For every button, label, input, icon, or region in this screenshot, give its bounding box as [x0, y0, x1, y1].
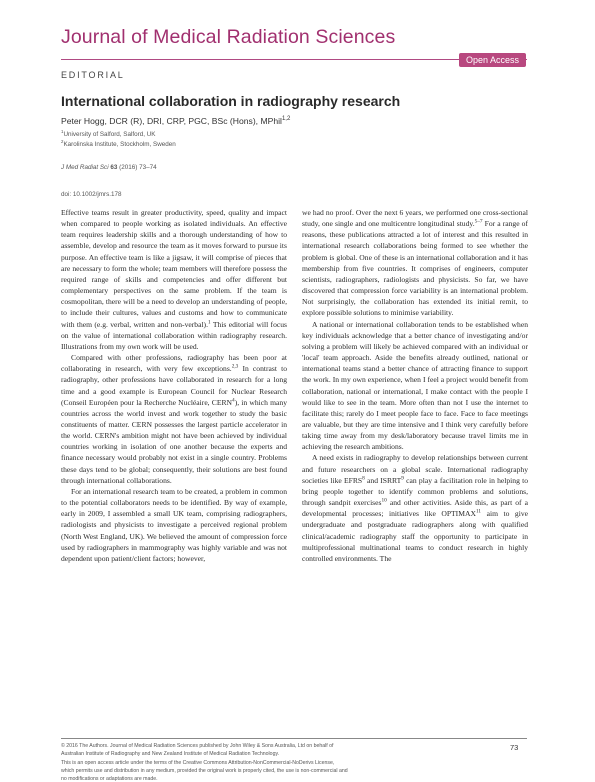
reference-mark[interactable]: 8 [362, 475, 365, 482]
body-column-left [61, 207, 287, 762]
article-title: International collaboration in radiography research [61, 93, 401, 109]
license-line: which permits use and distribution in any medium, provided the original work is properly cited, the use is non-commercial and [61, 767, 348, 774]
paragraph-text: can play a facilitation role in helping to bring people together to identify common problems and solutions, through sandpit exercises [302, 475, 528, 508]
body-paragraph [61, 486, 287, 564]
citation-year-pages: (2016) 73–74 [119, 164, 157, 171]
paragraph-text: A need exists in radiography to develop relationships between current and future researchers on a global scale. International radiography societies like EFRS [302, 453, 528, 485]
citation-line [61, 164, 157, 171]
reference-mark[interactable]: 9 [401, 475, 404, 482]
license-line: © 2016 The Authors. Journal of Medical Radiation Sciences published by John Wiley & Sons Australia, Ltd on behalf of [61, 743, 334, 749]
paragraph-text: aim to give undergraduate and postgraduate radiographers along with qualified clinical/academic radiography staff the opportunity to participate in multiprofessional multinational teams to conduct research in highly controlled environments. The [302, 509, 528, 563]
body-paragraph [302, 207, 528, 319]
open-access-badge: Open Access [459, 53, 526, 67]
citation-journal: J Med Radiat Sci [61, 164, 109, 171]
page-number: 73 [510, 743, 519, 752]
paragraph-text: Effective teams result in greater productivity, speed, quality and impact when compared to people working as isolated individuals. An effective team requires leadership skills and a thorough understanding of how to assemble, develop and resource the team as it moves forward to pursue its purpose. An effective team is like a jigsaw, it will comprise of pieces that are necessary to form the whole; team members will therefore possess the required range of skills and competencies and offer different but complementary perspectives on the same problem. If the team is cosmopolitan, there will be a need to develop an understanding of people, to include their cultures, values and customs and how to communicate with them (e.g. verbal, written and non-verbal). [61, 208, 287, 329]
author-affiliation-marks: 1,2 [281, 116, 291, 123]
license-line: no modifications or adaptations are made. [61, 776, 158, 782]
journal-title: Journal of Medical Radiation Sciences [61, 26, 396, 48]
reference-mark[interactable]: 11 [475, 508, 482, 515]
reference-mark[interactable]: 4 [232, 397, 235, 404]
body-column-right [302, 207, 528, 762]
affiliation-mark: 2 [61, 138, 64, 144]
reference-mark[interactable]: 2,3 [231, 363, 239, 370]
paragraph-text: A national or international collaboration tends to be established when key individuals acknowledge that a better chance of investigating and/or solving a problem will likely be achieved compared with an individual or 'local' team approach. Aside the benefits already outlined, national or international teams stand a better chance of attracting finance to support the work. In my own experience, when I feel a project would benefit from collaboration, national or international, I make contact with the people I would like to see in the team. More often than not I use the internet to facilitate this; rarely do I meet people face to face. Face to face meetings are valuable, but they are time intensive and I think very carefully before taking time away from my desk/laboratory because travel limits me in achieving the research ambitions. [302, 319, 528, 452]
paragraph-text: and ISRRT [364, 475, 402, 485]
affiliation-mark: 1 [61, 128, 64, 134]
license-line: This is an open access article under the terms of the Creative Commons Attribution-NonCommercial-NoDerivs License, [61, 759, 335, 766]
reference-mark[interactable]: 10 [381, 497, 387, 504]
affiliation-2 [61, 138, 176, 148]
paragraph-text: In contrast to radiography, other professions have collaborated in research for a long time and a good example is European Council for Nuclear Research (Conseil Européen pour la Recherche Nucléaire, CERN [61, 364, 287, 407]
body-paragraph [302, 319, 528, 453]
citation-volume: 63 [110, 164, 118, 171]
body-paragraph [302, 452, 528, 564]
doi-link[interactable]: doi: 10.1002/jmrs.178 [61, 191, 122, 198]
section-label: EDITORIAL [61, 70, 125, 80]
paragraph-text: ), in which many countries across the world invest and work together to study the basic constituents of matter. CERN possesses the largest particle accelerator in the world. CERN's ambition might not have been achieved by individual countries working in isolation of one another because the experts and finance necessary would probably not exist in a single country. Problems these days tend to be global; consequently, their solutions are best found through international collaborations. [61, 397, 287, 485]
paragraph-text: For a range of reasons, these publications attracted a lot of interest and this resulted in international research collaborations being formed to see whether the problem is global. One of these is an international collaboration and it has membership from five countries. It comprises of engineers, computer scientists, radiographers, radiologists and physicists. So far, we have discovered that compression force variability is an international problem. Not surprisingly, the collaboration has extended its initial remit, to explore possible solutions to minimise variability. [302, 219, 528, 318]
paragraph-text: Compared with other professions, radiography has been poor at collaborating in research, with very few exceptions. [61, 353, 287, 374]
affiliation-text: University of Salford, Salford, UK [63, 131, 156, 138]
reference-mark[interactable]: 5–7 [474, 218, 483, 225]
body-paragraph [61, 352, 287, 486]
header-rule [61, 59, 527, 60]
paragraph-text: For an international research team to be created, a problem in common to the potential collaborators needs to be identified. By way of example, early in 2009, I assembled a small UK team, comprising radiographers, radiologists and physicists to investigate a perceived regional problem (North West England, UK). We believed the amount of compression force used by radiographers in mammography was highly variable and was not dependent upon patient/client factors; however, [61, 486, 287, 563]
paragraph-text: we had no proof. Over the next 6 years, we performed one cross-sectional study, one single and one multicentre longitudinal study. [302, 208, 528, 229]
footer-rule [61, 738, 527, 739]
affiliation-text: Karolinska Institute, Stockholm, Sweden [63, 141, 176, 148]
reference-mark[interactable]: 1 [207, 319, 211, 326]
paragraph-text: and other activities. Aside this, as part of a developmental processes; initiatives like OPTIMAX [302, 498, 528, 519]
license-line: Australian Institute of Radiography and New Zealand Institute of Medical Radiation Technology. [61, 751, 280, 758]
affiliation-1 [61, 128, 156, 138]
body-paragraph [61, 207, 287, 352]
author-line [61, 116, 290, 126]
footer-license [61, 742, 501, 782]
paragraph-text: This editorial will focus on the value of international collaboration within radiography research. Illustrations from my own work will be used. [61, 319, 287, 351]
author-names: Peter Hogg, DCR (R), DRI, CRP, PGC, BSc (Hons), MPhil [61, 116, 282, 126]
